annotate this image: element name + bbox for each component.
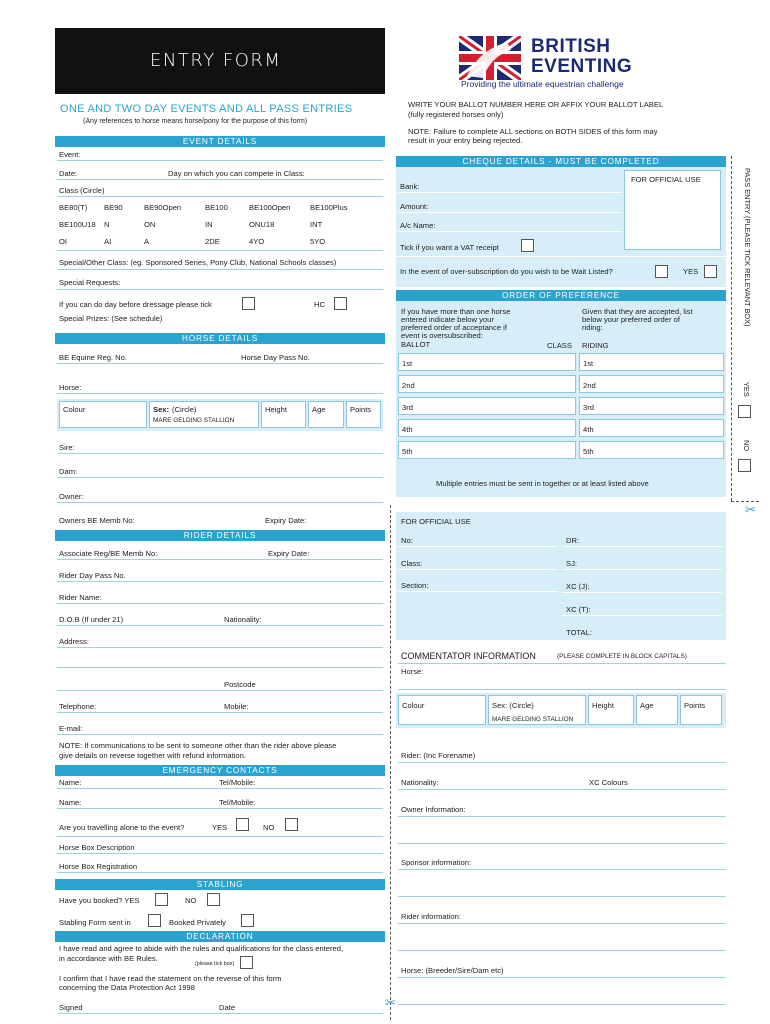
bank-label: Bank: (400, 182, 420, 191)
owner-expiry-label: Expiry Date: (265, 516, 307, 525)
emergency-contact-field-2[interactable] (57, 808, 383, 809)
class-option[interactable]: BE80(T) (59, 203, 88, 212)
left-title: ONE AND TWO DAY EVENTS AND ALL PASS ENTRIES (60, 103, 353, 115)
row-label: 5th (402, 447, 413, 456)
riding-row-5[interactable] (579, 441, 724, 459)
owner-information-field-1[interactable] (398, 816, 726, 817)
horse-breeder-field-1[interactable] (398, 977, 726, 978)
scissors-icon: ✂ (745, 502, 756, 517)
sex-options: MARE GELDING STALLION (153, 417, 235, 424)
ballot-row-2[interactable] (398, 375, 576, 393)
class-option[interactable]: 5YO (310, 237, 326, 246)
email-field[interactable] (57, 734, 383, 735)
divider (57, 250, 383, 251)
emergency-contacts-heading: EMERGENCY CONTACTS (55, 765, 385, 776)
stabling-booked-label: Have you booked? YES (59, 896, 140, 905)
emergency-name-label: Name: (59, 798, 82, 807)
ballot-line2: (fully registered horses only) (408, 110, 504, 119)
commentator-age-cell[interactable] (636, 695, 678, 725)
class-option[interactable]: BE100 (205, 203, 228, 212)
class-option[interactable]: AI (104, 237, 112, 246)
official-class-label: Class: (401, 559, 423, 568)
logo-text-british: BRITISH (531, 36, 611, 57)
commentator-nationality-label: Nationality: (401, 778, 439, 787)
class-circle-label: Class (Circle) (59, 186, 105, 195)
divider (57, 836, 383, 837)
divider (398, 663, 726, 664)
row-label: 3rd (583, 403, 594, 412)
stabling-no-label: NO (185, 896, 197, 905)
sex-label: Sex: (153, 405, 170, 414)
colour-label: Colour (63, 405, 86, 414)
official-sj-field[interactable] (562, 569, 722, 570)
dam-label: Dam: (59, 467, 78, 476)
booked-privately-label: Booked Privately (169, 918, 226, 927)
entry-form-header (55, 28, 385, 94)
official-use-box[interactable] (624, 170, 721, 250)
class-option[interactable]: OI (59, 237, 68, 246)
class-option[interactable]: BE100U18 (59, 220, 96, 229)
stabling-form-sent-checkbox[interactable] (148, 914, 161, 927)
official-total-label: TOTAL: (566, 628, 592, 637)
signature-date-label: Date (219, 1003, 236, 1012)
left-subtitle: (Any references to horse means horse/pony for the purpose of this form) (83, 118, 308, 125)
sex-options: MARE GELDING STALLION (492, 716, 574, 723)
dob-label: D.O.B (If under 21) (59, 615, 124, 624)
pass-entry-no-checkbox[interactable] (738, 459, 751, 472)
bank-field[interactable] (398, 192, 622, 193)
points-label: Points (684, 701, 706, 710)
please-tick-label: (please tick box) (195, 961, 235, 967)
logo-text-eventing: EVENTING (531, 56, 633, 77)
sex-label: Sex: (Circle) (492, 701, 534, 710)
class-option[interactable]: INT (310, 220, 323, 229)
address-label: Address: (59, 637, 89, 646)
row-label: 4th (402, 425, 413, 434)
official-no-field[interactable] (398, 546, 558, 547)
postcode-label: Postcode (224, 680, 256, 689)
travelling-no-checkbox[interactable] (285, 818, 298, 831)
vat-receipt-checkbox[interactable] (521, 239, 534, 252)
divider (57, 196, 383, 197)
declaration-line2: in accordance with BE Rules. (59, 954, 158, 963)
amount-label: Amount: (400, 202, 429, 211)
ballot-note1: NOTE: Failure to complete ALL sections on BOTH SIDES of this form may (408, 127, 658, 136)
logo-tagline: Providing the ultimate equestrian challenge (461, 79, 624, 89)
order-of-preference-heading: ORDER OF PREFERENCE (396, 290, 726, 301)
class-option[interactable]: A (144, 237, 150, 246)
date-field[interactable] (57, 179, 383, 180)
dob-field[interactable] (57, 625, 383, 626)
stabling-heading: STABLING (55, 879, 385, 890)
account-name-field[interactable] (398, 231, 622, 232)
colour-cell[interactable] (59, 401, 147, 428)
riding-row-3[interactable] (579, 397, 724, 415)
order-right-text-2: below your preferred order of (582, 315, 680, 324)
age-label: Age (640, 701, 654, 710)
amount-field[interactable] (398, 212, 622, 213)
travelling-yes-checkbox[interactable] (236, 818, 249, 831)
ballot-row-5[interactable] (398, 441, 576, 459)
special-requests-label: Special Requests: (59, 278, 121, 287)
horse-label: Horse: (59, 383, 82, 392)
rider-day-pass-field[interactable] (57, 581, 383, 582)
row-label: 1st (402, 359, 413, 368)
sire-label: Sire: (59, 443, 75, 452)
owner-information-label: Owner Information: (401, 805, 466, 814)
order-right-text-3: riding: (582, 323, 603, 332)
vat-receipt-label: Tick if you want a VAT receipt (400, 243, 499, 252)
riding-row-4[interactable] (579, 419, 724, 437)
dressage-label: If you can do day before dressage please tick (59, 300, 212, 309)
equine-reg-field[interactable] (57, 363, 383, 364)
address-field-1[interactable] (57, 647, 383, 648)
telephone-label: Telephone: (59, 702, 97, 711)
class-option[interactable]: BE90Open (144, 203, 182, 212)
class-option[interactable]: ONU18 (249, 220, 275, 229)
row-label: 2nd (402, 381, 415, 390)
divider (396, 256, 726, 257)
class-option[interactable]: BE100Plus (310, 203, 348, 212)
account-name-label: A/c Name: (400, 221, 436, 230)
row-label: 3rd (402, 403, 413, 412)
telephone-field[interactable] (57, 712, 383, 713)
class-option[interactable]: 2DE (205, 237, 220, 246)
mobile-label: Mobile: (224, 702, 249, 711)
sex-cell[interactable] (149, 401, 259, 428)
rider-note-line1: NOTE: If communications to be sent to someone other than the rider above please (59, 741, 337, 750)
pass-entry-yes-label: YES (742, 382, 751, 397)
order-left-text-3: preferred order of acceptance if (401, 323, 507, 332)
ballot-line1: WRITE YOUR BALLOT NUMBER HERE OR AFFIX YOUR BALLOT LABEL (408, 100, 664, 109)
horse-breeder-field-2[interactable] (398, 1004, 726, 1005)
rider-note-line2: give details on reverse together with refund information. (59, 751, 246, 760)
official-use-heading: FOR OFFICIAL USE (401, 517, 471, 526)
dressage-checkbox[interactable] (242, 297, 255, 310)
date-label: Date: (59, 169, 78, 178)
pass-entry-no-label: NO (742, 440, 751, 452)
row-label: 5th (583, 447, 594, 456)
commentator-rider-field[interactable] (398, 762, 726, 763)
special-class-field[interactable] (57, 269, 383, 270)
official-xct-label: XC (T): (566, 605, 591, 614)
official-use-panel (396, 512, 726, 640)
travelling-yes-label: YES (212, 823, 228, 832)
horse-box-description-label: Horse Box Description (59, 843, 135, 852)
horse-attributes-table (57, 399, 383, 431)
wait-list-yes-checkbox[interactable] (704, 265, 717, 278)
cheque-details-heading: CHEQUE DETAILS - MUST BE COMPLETED (396, 156, 726, 167)
emergency-tel-label: Tel/Mobile: (219, 798, 256, 807)
stabling-yes-checkbox[interactable] (155, 893, 168, 906)
commentator-height-cell[interactable] (588, 695, 634, 725)
sire-field[interactable] (57, 453, 383, 454)
horse-breeder-label: Horse: (Breeder/Sire/Dam etc) (401, 966, 504, 975)
rider-details-heading: RIDER DETAILS (55, 530, 385, 541)
commentator-rider-label: Rider: (Inc Forename) (401, 751, 476, 760)
rider-expiry-label: Expiry Date: (268, 549, 310, 558)
equine-reg-label: BE Equine Reg. No. (59, 353, 127, 362)
sex-circle-label: (Circle) (172, 405, 197, 414)
ballot-column-header: BALLOT (401, 340, 431, 349)
riding-column-header: RIDING (582, 341, 609, 350)
event-details-heading: EVENT DETAILS (55, 136, 385, 147)
scissors-icon: ✂ (385, 995, 396, 1010)
commentator-horse-field[interactable] (398, 689, 726, 690)
row-label: 4th (583, 425, 594, 434)
official-dr-field[interactable] (562, 546, 722, 547)
sponsor-information-field-2[interactable] (398, 896, 726, 897)
class-option[interactable]: BE100Open (249, 203, 291, 212)
row-label: 1st (583, 359, 594, 368)
nationality-label: Nationality: (224, 615, 262, 624)
official-use-label: FOR OFFICIAL USE (631, 175, 701, 184)
cheque-details-panel (396, 167, 726, 287)
postcode-field[interactable] (57, 690, 383, 691)
special-class-label: Special/Other Class: (eg. Sponsored Series, Pony Club, National Schools classes) (59, 258, 337, 267)
owner-field[interactable] (57, 502, 383, 503)
horse-day-pass-label: Horse Day Pass No. (241, 353, 310, 362)
hc-checkbox[interactable] (334, 297, 347, 310)
cut-line (390, 505, 391, 1020)
special-prizes-label: Special Prizes: (See schedule) (59, 314, 163, 323)
row-label: 2nd (583, 381, 596, 390)
age-label: Age (312, 405, 326, 414)
horse-box-registration-field[interactable] (57, 872, 383, 873)
declaration-line3: I confirm that I have read the statement on the reverse of this form (59, 974, 282, 983)
dam-field[interactable] (57, 477, 383, 478)
height-cell[interactable] (261, 401, 306, 428)
official-xct-field[interactable] (562, 615, 722, 616)
colour-label: Colour (402, 701, 425, 710)
event-label: Event: (59, 150, 81, 159)
pass-entry-label: PASS ENTRY (PLEASE TICK RELEVANT BOX) (743, 168, 752, 327)
class-column-header: CLASS (547, 341, 572, 350)
horse-details-heading: HORSE DETAILS (55, 333, 385, 344)
stabling-no-checkbox[interactable] (207, 893, 220, 906)
height-label: Height (265, 405, 287, 414)
order-left-text-4: event is oversubscribed: (401, 331, 483, 340)
event-field[interactable] (57, 160, 383, 161)
declaration-line4: concerning the Data Protection Act 1998 (59, 983, 195, 992)
commentator-xc-colours-label: XC Colours (589, 778, 628, 787)
horse-field[interactable] (57, 393, 383, 394)
associate-reg-field[interactable] (57, 559, 383, 560)
ballot-row-4[interactable] (398, 419, 576, 437)
travelling-no-label: NO (263, 823, 275, 832)
rider-information-label: Rider information: (401, 912, 461, 921)
ballot-row-3[interactable] (398, 397, 576, 415)
official-xcj-field[interactable] (562, 592, 722, 593)
commentator-sex-cell[interactable] (488, 695, 586, 725)
horse-box-registration-label: Horse Box Registration (59, 862, 138, 871)
emergency-tel-label: Tel/Mobile: (219, 778, 256, 787)
commentator-heading-note: (PLEASE COMPLETE IN BLOCK CAPITALS) (557, 653, 687, 660)
order-left-text-1: If you have more than one horse (401, 307, 511, 316)
side-cut-line (731, 156, 732, 501)
british-eventing-logo (459, 36, 669, 94)
day-compete-label: Day on which you can compete in Class: (168, 169, 305, 178)
commentator-horse-label: Horse: (401, 667, 424, 676)
points-cell[interactable] (346, 401, 381, 428)
rider-name-label: Rider Name: (59, 593, 102, 602)
rider-name-field[interactable] (57, 603, 383, 604)
class-option[interactable]: ON (144, 220, 156, 229)
points-label: Points (350, 405, 372, 414)
official-xcj-label: XC (J): (566, 582, 590, 591)
signature-field[interactable] (57, 1013, 383, 1014)
order-of-preference-panel (396, 301, 726, 497)
order-left-text-2: entered indicate below your (401, 315, 494, 324)
sponsor-information-field-1[interactable] (398, 869, 726, 870)
declaration-checkbox[interactable] (240, 956, 253, 969)
owners-memb-label: Owners BE Memb No: (59, 516, 135, 525)
emergency-name-label: Name: (59, 778, 82, 787)
signed-label: Signed (59, 1003, 83, 1012)
official-section-label: Section: (401, 581, 429, 590)
union-flag-horse-icon (459, 36, 521, 80)
ballot-note2: result in your entry being rejected. (408, 136, 523, 145)
pass-entry-yes-checkbox[interactable] (738, 405, 751, 418)
riding-row-1[interactable] (579, 353, 724, 371)
associate-reg-label: Associate Reg/BE Memb No: (59, 549, 158, 558)
commentator-points-cell[interactable] (680, 695, 722, 725)
booked-privately-checkbox[interactable] (241, 914, 254, 927)
sponsor-information-label: Sponsor information: (401, 858, 472, 867)
emergency-contact-field-1[interactable] (57, 788, 383, 789)
rider-information-field-1[interactable] (398, 923, 726, 924)
multiple-entries-note: Multiple entries must be sent in together or at least listed above (436, 479, 649, 488)
official-dr-label: DR: (566, 536, 580, 545)
declaration-heading: DECLARATION (55, 931, 385, 942)
commentator-colour-cell[interactable] (398, 695, 486, 725)
commentator-attributes-table (396, 693, 726, 728)
address-field-2[interactable] (57, 667, 383, 668)
commentator-heading: COMMENTATOR INFORMATION (401, 651, 536, 661)
wait-list-checkbox[interactable] (655, 265, 668, 278)
hc-label: HC (314, 300, 325, 309)
official-class-field[interactable] (398, 569, 558, 570)
official-no-label: No: (401, 536, 413, 545)
ballot-row-1[interactable] (398, 353, 576, 371)
horse-box-description-field[interactable] (57, 853, 383, 854)
class-option[interactable]: 4YO (249, 237, 265, 246)
age-cell[interactable] (308, 401, 344, 428)
rider-day-pass-label: Rider Day Pass No. (59, 571, 126, 580)
travelling-alone-label: Are you travelling alone to the event? (59, 823, 185, 832)
riding-row-2[interactable] (579, 375, 724, 393)
class-option[interactable]: BE90 (104, 203, 123, 212)
email-label: E-mail: (59, 724, 83, 733)
commentator-nationality-field[interactable] (398, 789, 726, 790)
official-section-field[interactable] (398, 591, 558, 592)
order-right-text-1: Given that they are accepted, list (582, 307, 693, 316)
declaration-line1: I have read and agree to abide with the rules and qualifications for the class entered, (59, 944, 344, 953)
stabling-form-sent-label: Stabling Form sent in (59, 918, 131, 927)
rider-information-field-2[interactable] (398, 950, 726, 951)
special-requests-field[interactable] (57, 289, 383, 290)
class-option[interactable]: N (104, 220, 110, 229)
class-option[interactable]: IN (205, 220, 213, 229)
owner-information-field-2[interactable] (398, 843, 726, 844)
official-sj-label: SJ: (566, 559, 577, 568)
page-title: ENTRY FORM (150, 50, 282, 71)
height-label: Height (592, 701, 614, 710)
wait-list-label: In the event of over-subscription do you wish to be Wait Listed? (400, 267, 613, 276)
wait-list-yes-label: YES (683, 267, 699, 276)
owner-label: Owner: (59, 492, 84, 501)
